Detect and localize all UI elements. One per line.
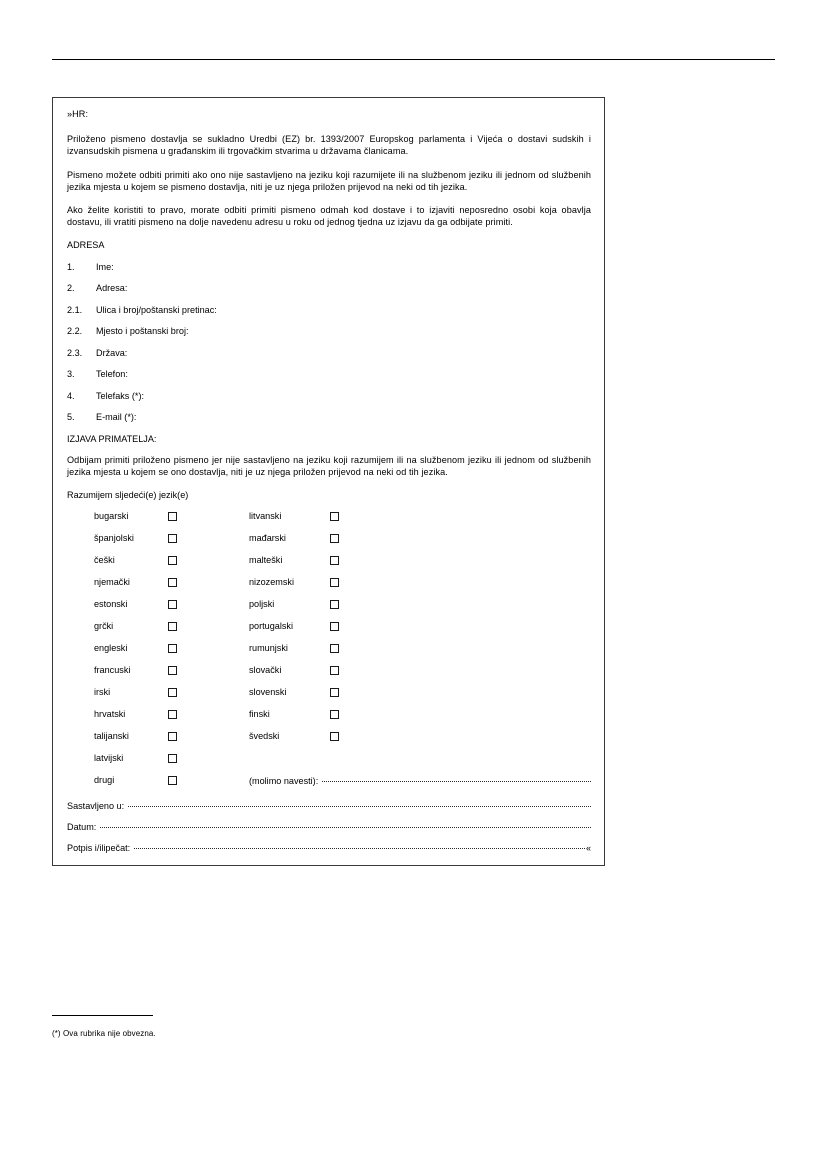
language-option-nizozemski[interactable]: [249, 577, 409, 587]
language-option-ceski[interactable]: [94, 555, 249, 565]
field-place-input-line[interactable]: [128, 800, 591, 809]
page-header-rule: [52, 59, 775, 60]
language-option-engleski[interactable]: [94, 643, 249, 653]
language-label: irski: [94, 687, 111, 698]
declaration-paragraph: Odbijam primiti priloženo pismeno jer nije sastavljeno na jeziku koji razumijem ili na službenom jeziku ili jednom od službenih jezika mjesta u kojem se ono dostavlja, niti je uz njega priložen prijevod na neki od tih jezika.: [67, 454, 591, 478]
language-label: španjolski: [94, 533, 134, 544]
language-option-talijanski[interactable]: [94, 731, 249, 741]
language-row: [94, 659, 591, 681]
address-item-name: [67, 261, 591, 273]
language-label: njemački: [94, 577, 130, 588]
address-item-label: Telefaks (*):: [96, 390, 145, 401]
footnote-text: (*) Ova rubrika nije obvezna.: [52, 1029, 156, 1038]
language-label: češki: [94, 555, 115, 566]
address-item-label: Ime:: [96, 261, 114, 272]
checkbox-drugi[interactable]: [168, 776, 177, 785]
field-place-label: Sastavljeno u:: [67, 801, 125, 812]
address-item-city-postcode: [67, 325, 591, 337]
address-item-label: Ulica i broj/poštanski pretinac:: [96, 304, 217, 315]
checkbox-engleski[interactable]: [168, 644, 177, 653]
address-item-number: 2.2.: [67, 326, 83, 337]
address-item-label: Adresa:: [96, 283, 128, 294]
checkbox-grcki[interactable]: [168, 622, 177, 631]
checkbox-litvanski[interactable]: [330, 512, 339, 521]
language-option-hrvatski[interactable]: [94, 709, 249, 719]
checkbox-latvijski[interactable]: [168, 754, 177, 763]
address-item-label: Mjesto i poštanski broj:: [96, 326, 189, 337]
address-item-street: [67, 304, 591, 316]
other-language-specify-label: (molimo navesti):: [249, 775, 319, 786]
field-date-label: Datum:: [67, 822, 97, 833]
checkbox-poljski[interactable]: [330, 600, 339, 609]
checkbox-rumunjski[interactable]: [330, 644, 339, 653]
address-heading: ADRESA: [67, 240, 105, 251]
checkbox-francuski[interactable]: [168, 666, 177, 675]
language-row: [94, 725, 591, 747]
checkbox-svedski[interactable]: [330, 732, 339, 741]
checkbox-madarski[interactable]: [330, 534, 339, 543]
address-item-number: 3.: [67, 369, 75, 380]
language-option-rumunjski[interactable]: [249, 643, 409, 653]
checkbox-slovacki[interactable]: [330, 666, 339, 675]
checkbox-irski[interactable]: [168, 688, 177, 697]
address-item-fax: [67, 390, 591, 402]
footnote-separator-rule: [52, 1015, 153, 1016]
language-row: [94, 571, 591, 593]
address-item-label: E-mail (*):: [96, 412, 137, 423]
address-item-number: 2.: [67, 283, 75, 294]
regulation-paragraph: Priloženo pismeno dostavlja se sukladno Uredbi (EZ) br. 1393/2007 Europskog parlamenta i Vijeća o dostavi sudskih i izvansudskih pismena u građanskim ili trgovačkim stvarima u državama članicama.: [67, 134, 591, 157]
refusal-right-paragraph: Pismeno možete odbiti primiti ako ono nije sastavljeno na jeziku koji razumijete ili na službenom jeziku ili jednom od službenih jezika mjesta u kojem se pismeno dostavlja, niti je uz njega priložen prijevod na neki od tih jezika.: [67, 169, 591, 192]
field-date[interactable]: [67, 821, 591, 833]
checkbox-finski[interactable]: [330, 710, 339, 719]
language-label: grčki: [94, 621, 114, 632]
language-label: portugalski: [249, 621, 293, 632]
language-option-malteski[interactable]: [249, 555, 409, 565]
language-label: drugi: [94, 775, 115, 786]
language-option-portugalski[interactable]: [249, 621, 409, 631]
checkbox-njemacki[interactable]: [168, 578, 177, 587]
language-option-svedski[interactable]: [249, 731, 409, 741]
language-label: slovački: [249, 665, 282, 676]
closing-quote-mark: «: [585, 843, 591, 854]
language-row: [94, 549, 591, 571]
language-label: švedski: [249, 731, 280, 742]
checkbox-spanjolski[interactable]: [168, 534, 177, 543]
checkbox-nizozemski[interactable]: [330, 578, 339, 587]
language-label: bugarski: [94, 511, 129, 522]
language-label: mađarski: [249, 533, 286, 544]
address-item-country: [67, 347, 591, 359]
field-signature-seal-input-line[interactable]: [134, 842, 585, 851]
address-item-label: Telefon:: [96, 369, 128, 380]
language-label: estonski: [94, 599, 128, 610]
checkbox-malteski[interactable]: [330, 556, 339, 565]
language-row: [94, 593, 591, 615]
language-option-bugarski[interactable]: [94, 511, 249, 521]
language-label: slovenski: [249, 687, 287, 698]
language-row-other: [94, 769, 591, 791]
language-option-slovacki[interactable]: [249, 665, 409, 675]
language-label: francuski: [94, 665, 131, 676]
language-row: [94, 747, 591, 769]
language-row: [94, 681, 591, 703]
language-row: [94, 637, 591, 659]
language-label: litvanski: [249, 511, 282, 522]
field-place[interactable]: [67, 800, 591, 812]
language-code-marker: »HR:: [67, 109, 89, 119]
language-label: talijanski: [94, 731, 129, 742]
language-label: rumunjski: [249, 643, 288, 654]
language-option-drugi[interactable]: [94, 775, 249, 785]
language-row: [94, 505, 591, 527]
language-label: hrvatski: [94, 709, 126, 720]
address-item-number: 4.: [67, 390, 75, 401]
language-option-slovenski[interactable]: [249, 687, 409, 697]
language-option-njemacki[interactable]: [94, 577, 249, 587]
checkbox-estonski[interactable]: [168, 600, 177, 609]
field-signature-seal-label: Potpis i/ilipečat:: [67, 843, 131, 854]
address-item-number: 5.: [67, 412, 75, 423]
language-option-grcki[interactable]: [94, 621, 249, 631]
other-language-specify[interactable]: [249, 775, 591, 786]
language-option-latvijski[interactable]: [94, 753, 249, 763]
checkbox-slovenski[interactable]: [330, 688, 339, 697]
other-language-input-line[interactable]: [322, 775, 591, 784]
address-list: [67, 261, 591, 424]
address-item-number: 1.: [67, 261, 75, 272]
checkbox-talijanski[interactable]: [168, 732, 177, 741]
language-label: finski: [249, 709, 270, 720]
language-label: poljski: [249, 599, 275, 610]
language-row: [94, 615, 591, 637]
language-checkbox-grid: [67, 505, 591, 791]
address-item-number: 2.3.: [67, 347, 83, 358]
refusal-form-box: [52, 97, 605, 866]
checkbox-portugalski[interactable]: [330, 622, 339, 631]
exercise-right-paragraph: Ako želite koristiti to pravo, morate odbiti primiti pismeno odmah kod dostave i to izjaviti neposredno osobi koja obavlja dostavu, ili vratiti pismeno na dolje navedenu adresu u roku od jednog tjedna uz izjavu da ga odbijate primiti.: [67, 205, 591, 228]
language-label: engleski: [94, 643, 128, 654]
language-label: latvijski: [94, 753, 124, 764]
language-label: malteški: [249, 555, 283, 566]
declaration-heading: IZJAVA PRIMATELJA:: [67, 433, 157, 444]
field-date-input-line[interactable]: [100, 821, 591, 830]
field-signature-seal[interactable]: [67, 842, 591, 854]
address-item-label: Država:: [96, 347, 128, 358]
languages-intro: Razumijem sljedeći(e) jezik(e): [67, 490, 189, 501]
language-option-litvanski[interactable]: [249, 511, 409, 521]
language-option-estonski[interactable]: [94, 599, 249, 609]
language-row: [94, 527, 591, 549]
address-item-address: [67, 282, 591, 294]
checkbox-ceski[interactable]: [168, 556, 177, 565]
language-option-francuski[interactable]: [94, 665, 249, 675]
language-option-madarski[interactable]: [249, 533, 409, 543]
language-option-finski[interactable]: [249, 709, 409, 719]
language-label: nizozemski: [249, 577, 294, 588]
checkbox-hrvatski[interactable]: [168, 710, 177, 719]
language-option-irski[interactable]: [94, 687, 249, 697]
language-option-spanjolski[interactable]: [94, 533, 249, 543]
address-item-number: 2.1.: [67, 304, 83, 315]
address-item-email: [67, 411, 591, 423]
address-item-telephone: [67, 368, 591, 380]
language-option-poljski[interactable]: [249, 599, 409, 609]
checkbox-bugarski[interactable]: [168, 512, 177, 521]
language-row: [94, 703, 591, 725]
